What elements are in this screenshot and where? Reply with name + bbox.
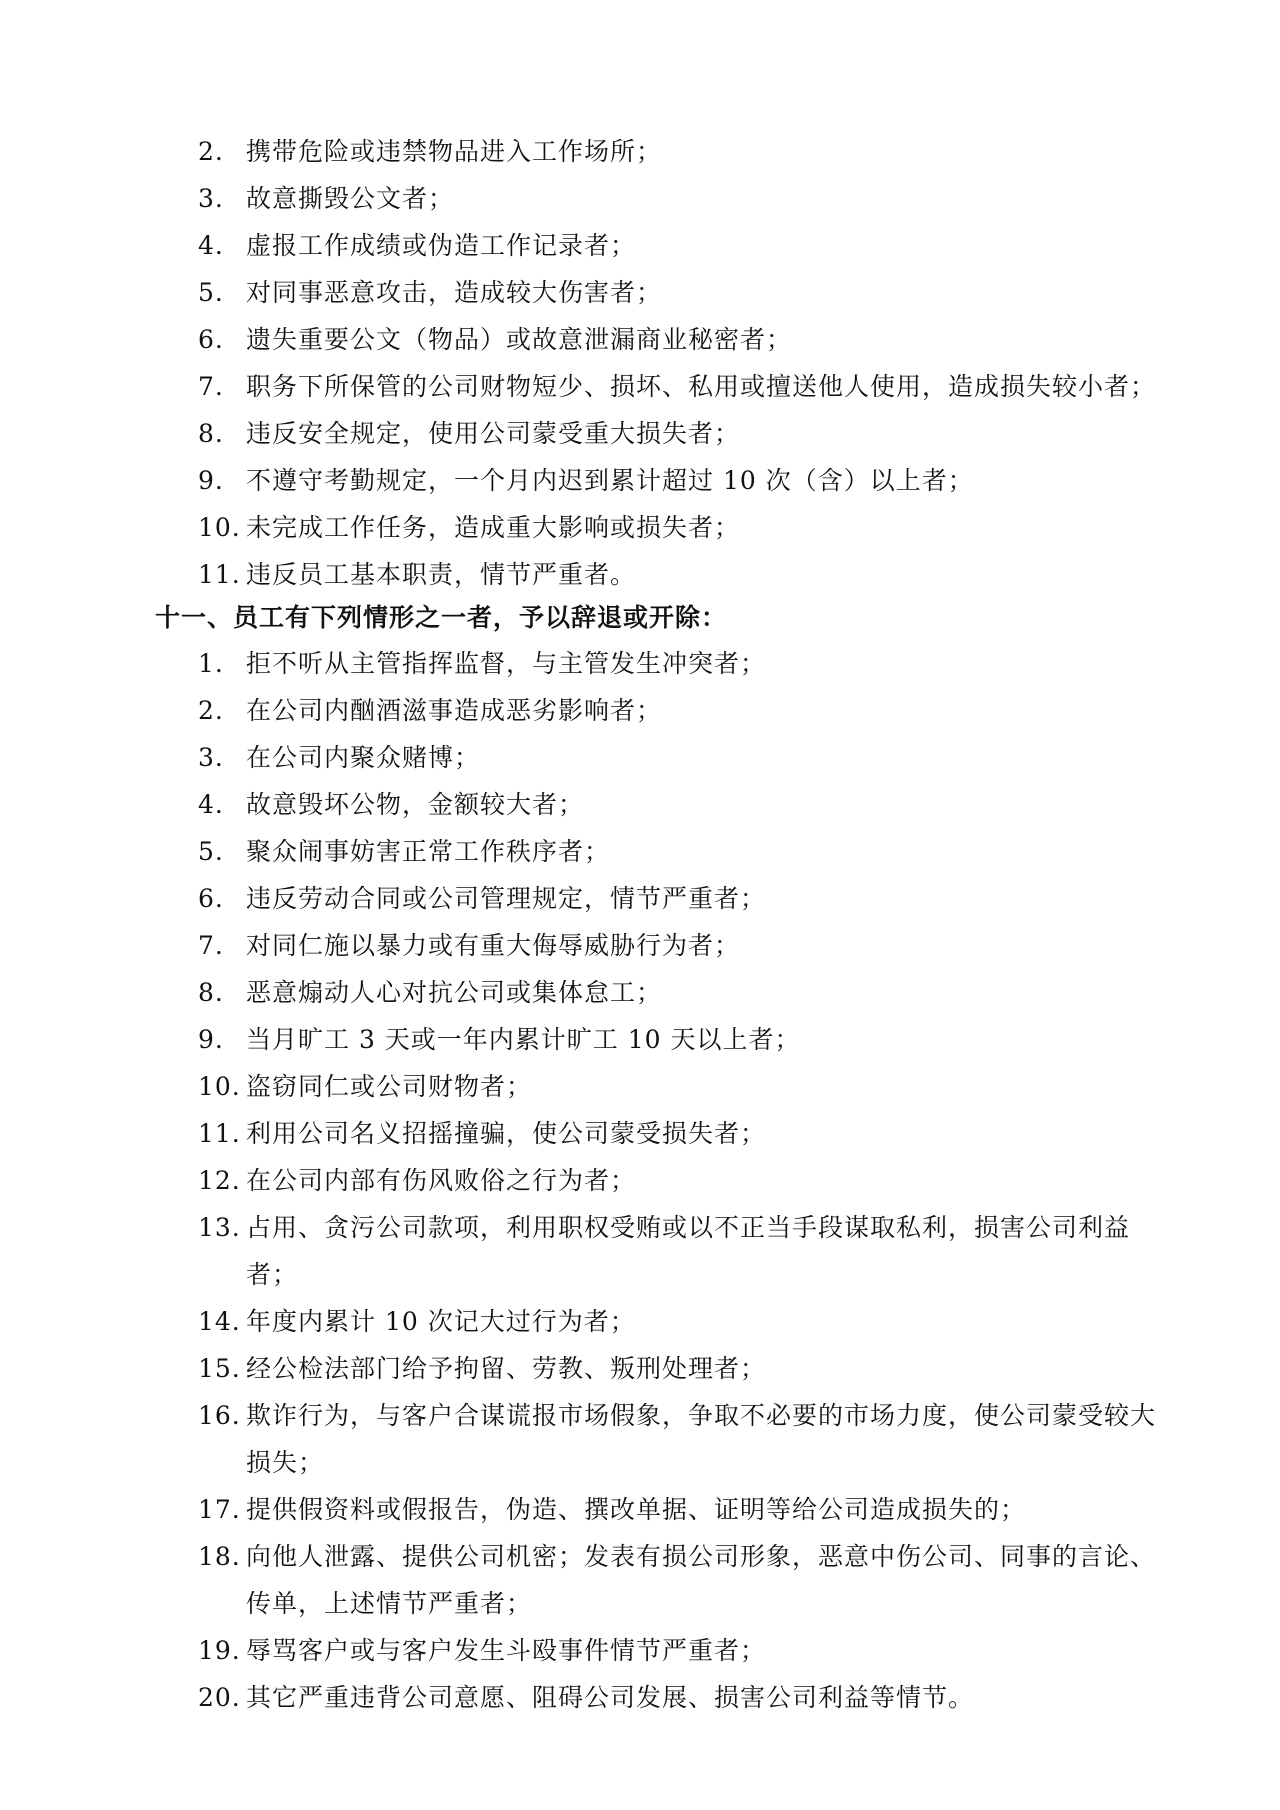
item-text: 违反安全规定，使用公司蒙受重大损失者； xyxy=(246,419,741,448)
item-number: 3. xyxy=(198,743,224,772)
list-item xyxy=(0,969,1280,1016)
item-number: 7. xyxy=(198,372,224,401)
item-number: 2. xyxy=(198,696,224,725)
item-number: 1. xyxy=(198,649,224,678)
list-item xyxy=(0,1016,1280,1063)
item-number: 10. xyxy=(198,1072,241,1101)
item-number: 5. xyxy=(198,278,224,307)
item-text: 故意撕毁公文者； xyxy=(246,184,455,213)
item-text: 向他人泄露、提供公司机密；发表有损公司形象，恶意中伤公司、同事的言论、传单，上述情节严重者； xyxy=(246,1542,1157,1618)
item-number: 8. xyxy=(198,419,224,448)
item-text: 故意毁坏公物，金额较大者； xyxy=(246,790,585,819)
item-text: 虚报工作成绩或伪造工作记录者； xyxy=(246,231,637,260)
list-item xyxy=(0,457,1280,504)
item-number: 14. xyxy=(198,1307,241,1336)
item-number: 3. xyxy=(198,184,224,213)
item-text: 对同事恶意攻击，造成较大伤害者； xyxy=(246,278,663,307)
item-number: 16. xyxy=(198,1401,241,1430)
item-number: 15. xyxy=(198,1354,241,1383)
list-item xyxy=(0,922,1280,969)
item-text: 欺诈行为，与客户合谋谎报市场假象，争取不必要的市场力度，使公司蒙受较大损失； xyxy=(246,1401,1157,1477)
item-text: 遗失重要公文（物品）或故意泄漏商业秘密者； xyxy=(246,325,793,354)
item-text: 违反员工基本职责，情节严重者。 xyxy=(246,560,637,589)
item-text: 占用、贪污公司款项，利用职权受贿或以不正当手段谋取私利，损害公司利益者； xyxy=(246,1213,1131,1289)
list-item xyxy=(0,316,1280,363)
list-item xyxy=(0,269,1280,316)
item-text: 提供假资料或假报告，伪造、撰改单据、证明等给公司造成损失的； xyxy=(246,1495,1027,1524)
item-text: 当月旷工 3 天或一年内累计旷工 10 天以上者； xyxy=(246,1025,801,1054)
list-item xyxy=(0,781,1280,828)
item-number: 18. xyxy=(198,1542,241,1571)
list-item xyxy=(0,1110,1280,1157)
list-item xyxy=(0,1486,1280,1533)
list-item xyxy=(0,222,1280,269)
item-number: 6. xyxy=(198,884,224,913)
list-item xyxy=(0,1533,1280,1627)
item-number: 8. xyxy=(198,978,224,1007)
item-text: 盗窃同仁或公司财物者； xyxy=(246,1072,533,1101)
item-text: 未完成工作任务，造成重大影响或损失者； xyxy=(246,513,741,542)
list-item xyxy=(0,1392,1280,1486)
item-text: 违反劳动合同或公司管理规定，情节严重者； xyxy=(246,884,767,913)
dismissal-list xyxy=(0,640,1280,1721)
item-number: 12. xyxy=(198,1166,241,1195)
list-item xyxy=(0,1157,1280,1204)
item-number: 4. xyxy=(198,790,224,819)
list-item xyxy=(0,687,1280,734)
list-item xyxy=(0,551,1280,598)
item-text: 对同仁施以暴力或有重大侮辱威胁行为者； xyxy=(246,931,741,960)
item-text: 职务下所保管的公司财物短少、损坏、私用或擅送他人使用，造成损失较小者； xyxy=(246,372,1157,401)
item-number: 9. xyxy=(198,466,224,495)
list-item xyxy=(0,640,1280,687)
item-text: 在公司内酗酒滋事造成恶劣影响者； xyxy=(246,696,663,725)
item-number: 20. xyxy=(198,1683,241,1712)
item-text: 利用公司名义招摇撞骗，使公司蒙受损失者； xyxy=(246,1119,767,1148)
item-text: 不遵守考勤规定，一个月内迟到累计超过 10 次（含）以上者； xyxy=(246,466,974,495)
item-number: 7. xyxy=(198,931,224,960)
item-text: 恶意煽动人心对抗公司或集体怠工； xyxy=(246,978,663,1007)
list-item xyxy=(0,1345,1280,1392)
item-text: 辱骂客户或与客户发生斗殴事件情节严重者； xyxy=(246,1636,767,1665)
list-item xyxy=(0,128,1280,175)
item-number: 11. xyxy=(198,1119,241,1148)
item-number: 13. xyxy=(198,1213,241,1242)
item-text: 聚众闹事妨害正常工作秩序者； xyxy=(246,837,611,866)
list-item xyxy=(0,1298,1280,1345)
list-item xyxy=(0,1627,1280,1674)
list-item xyxy=(0,410,1280,457)
item-number: 19. xyxy=(198,1636,241,1665)
item-number: 4. xyxy=(198,231,224,260)
item-number: 11. xyxy=(198,560,241,589)
item-text: 拒不听从主管指挥监督，与主管发生冲突者； xyxy=(246,649,767,678)
item-number: 9. xyxy=(198,1025,224,1054)
list-item xyxy=(0,828,1280,875)
item-text: 年度内累计 10 次记大过行为者； xyxy=(246,1307,636,1336)
list-item xyxy=(0,734,1280,781)
list-item xyxy=(0,504,1280,551)
item-number: 10. xyxy=(198,513,241,542)
item-number: 6. xyxy=(198,325,224,354)
list-item xyxy=(0,363,1280,410)
section-heading: 十一、员工有下列情形之一者，予以辞退或开除： xyxy=(155,603,728,632)
list-item xyxy=(0,1063,1280,1110)
item-number: 17. xyxy=(198,1495,241,1524)
item-text: 在公司内聚众赌博； xyxy=(246,743,481,772)
item-text: 经公检法部门给予拘留、劳教、叛刑处理者； xyxy=(246,1354,767,1383)
item-text: 在公司内部有伤风败俗之行为者； xyxy=(246,1166,637,1195)
item-number: 2. xyxy=(198,137,224,166)
list-item xyxy=(0,1204,1280,1298)
item-text: 其它严重违背公司意愿、阻碍公司发展、损害公司利益等情节。 xyxy=(246,1683,975,1712)
list-item xyxy=(0,1674,1280,1721)
item-text: 携带危险或违禁物品进入工作场所； xyxy=(246,137,663,166)
list-item xyxy=(0,175,1280,222)
penalty-list xyxy=(0,128,1280,598)
item-number: 5. xyxy=(198,837,224,866)
list-item xyxy=(0,875,1280,922)
